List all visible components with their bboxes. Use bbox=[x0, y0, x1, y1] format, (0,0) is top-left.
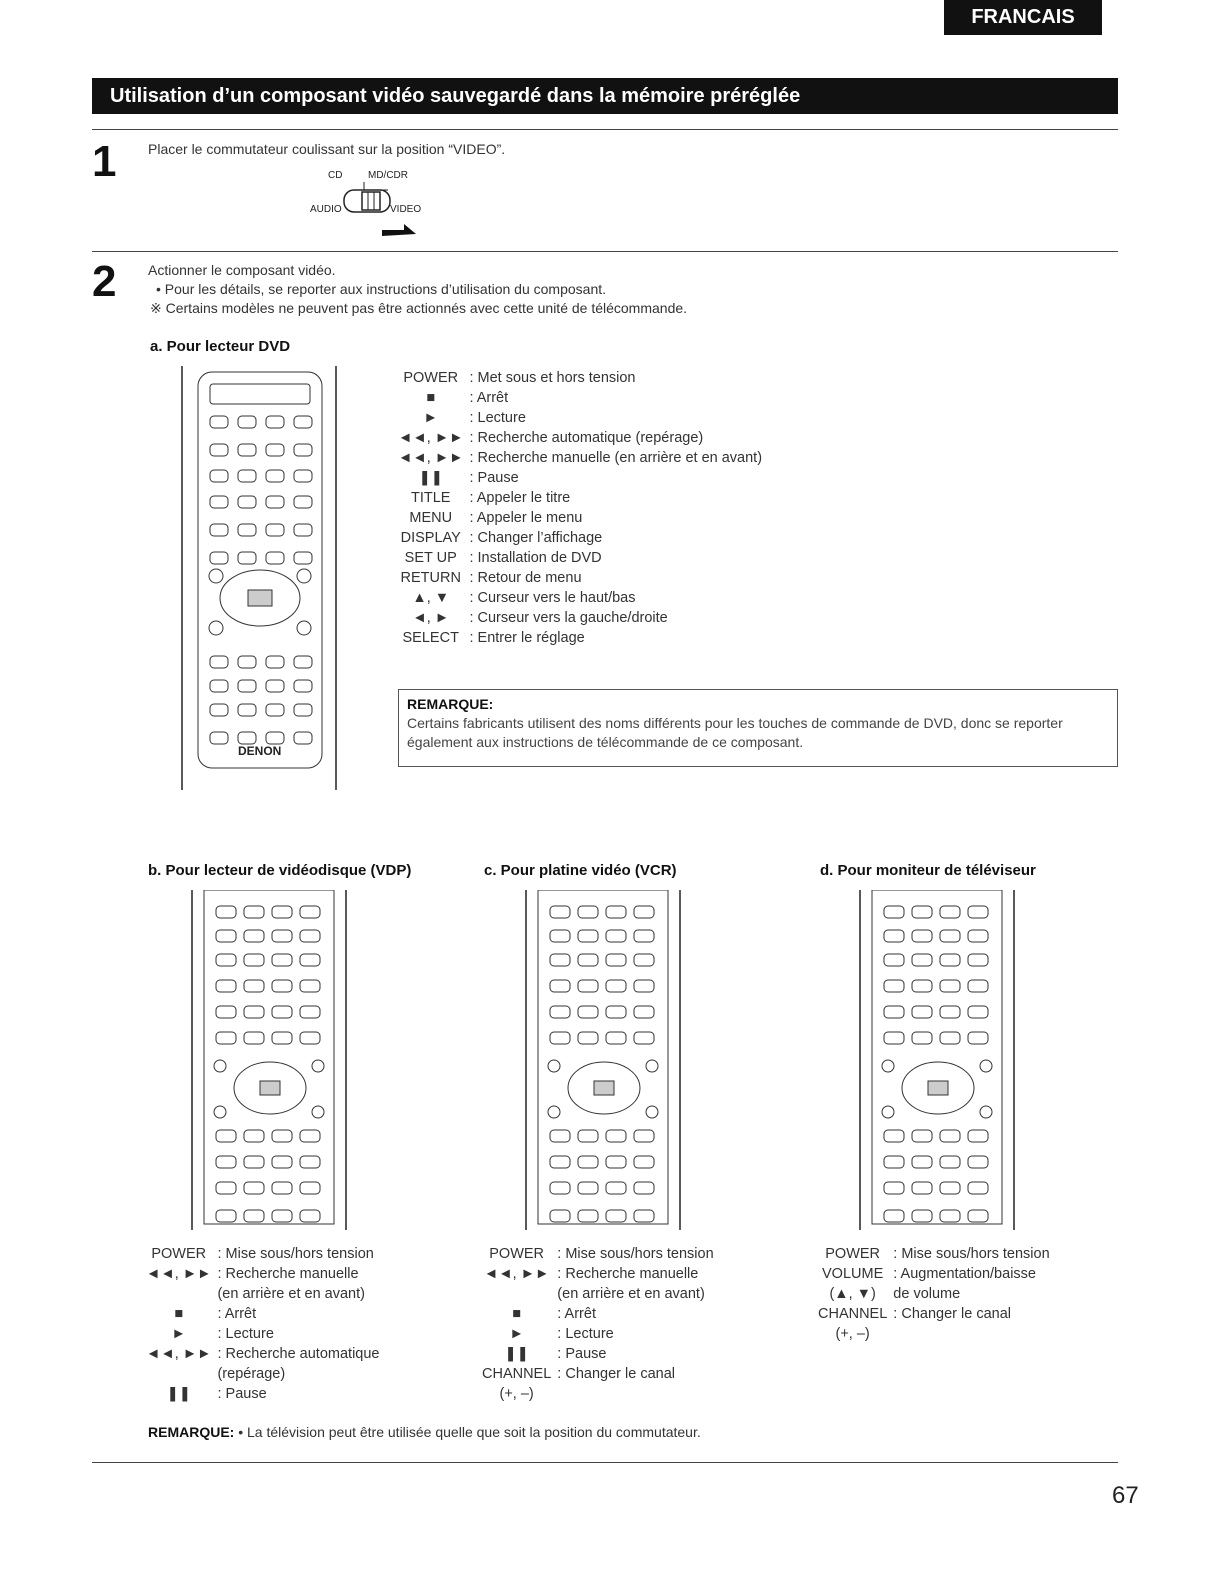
legend-key: ► bbox=[509, 1326, 524, 1342]
legend-desc: : Appeler le menu bbox=[469, 510, 583, 526]
legend-row bbox=[818, 1284, 1050, 1304]
legend-desc: : Retour de menu bbox=[469, 570, 582, 586]
legend-key: POWER bbox=[151, 1246, 207, 1262]
divider bbox=[92, 1462, 1118, 1463]
step2-line: ※ Certains modèles ne peuvent pas être actionnés avec cette unité de télécommande. bbox=[150, 300, 688, 316]
dvd-legend bbox=[398, 368, 762, 648]
section-heading-tv: d. Pour moniteur de téléviseur bbox=[820, 862, 1036, 879]
legend-row bbox=[818, 1304, 1050, 1324]
legend-row bbox=[398, 588, 762, 608]
legend-desc: : Recherche manuelle (en arrière et en avant) bbox=[469, 450, 763, 466]
remote-illustration-vdp bbox=[190, 890, 350, 1230]
legend-key: (▲, ▼) bbox=[829, 1286, 876, 1302]
legend-key: ■ bbox=[426, 390, 436, 406]
note-text: Certains fabricants utilisent des noms différents pour les touches de commande de DVD, donc se reporter également aux instructions de télécommande de ce composant. bbox=[407, 715, 1063, 750]
legend-key: (+, –) bbox=[499, 1386, 534, 1402]
legend-key: TITLE bbox=[410, 490, 451, 506]
legend-key bbox=[146, 1364, 211, 1384]
legend-desc: : Changer le canal bbox=[557, 1366, 675, 1382]
switch-label-mdcdr: MD/CDR bbox=[368, 170, 408, 181]
legend-row bbox=[482, 1344, 714, 1364]
legend-row bbox=[398, 368, 762, 388]
legend-key: ❚❚ bbox=[166, 1386, 191, 1402]
legend-desc: : Arrêt bbox=[469, 390, 509, 406]
legend-desc: (repérage) bbox=[217, 1366, 286, 1382]
note-heading: REMARQUE: bbox=[407, 696, 494, 712]
legend-desc: : Met sous et hors tension bbox=[469, 370, 636, 386]
legend-row bbox=[146, 1364, 379, 1384]
legend-key: RETURN bbox=[400, 570, 461, 586]
switch-label-audio: AUDIO bbox=[310, 204, 342, 215]
legend-key: POWER bbox=[489, 1246, 545, 1262]
legend-desc: : Arrêt bbox=[217, 1306, 257, 1322]
step-number-2: 2 bbox=[92, 257, 117, 306]
footer-remark-label: REMARQUE: bbox=[148, 1424, 235, 1440]
legend-key: (+, –) bbox=[835, 1326, 870, 1342]
legend-desc: : Curseur vers la gauche/droite bbox=[469, 610, 668, 626]
legend-row bbox=[398, 508, 762, 528]
legend-desc: de volume bbox=[893, 1286, 961, 1302]
legend-desc: : Changer l’affichage bbox=[469, 530, 603, 546]
legend-key: ► bbox=[423, 410, 438, 426]
legend-row bbox=[482, 1364, 714, 1384]
legend-key: ❚❚ bbox=[504, 1346, 529, 1362]
legend-row bbox=[146, 1324, 379, 1344]
legend-desc: (en arrière et en avant) bbox=[217, 1286, 365, 1302]
legend-desc: : Arrêt bbox=[557, 1306, 596, 1322]
legend-key: CHANNEL bbox=[482, 1366, 552, 1382]
legend-desc: : Appeler le titre bbox=[469, 490, 571, 506]
legend-row bbox=[482, 1244, 714, 1264]
footer-remark-text: • La télévision peut être utilisée quelle que soit la position du commutateur. bbox=[238, 1424, 701, 1440]
legend-desc: : Mise sous/hors tension bbox=[217, 1246, 374, 1262]
remote-illustration-tv bbox=[858, 890, 1018, 1230]
section-heading-vcr: c. Pour platine vidéo (VCR) bbox=[484, 862, 677, 879]
page-title: Utilisation d’un composant vidéo sauvegardé dans la mémoire préréglée bbox=[92, 78, 1118, 114]
remote-brand: DENON bbox=[238, 744, 282, 758]
legend-row bbox=[398, 608, 762, 628]
legend-key: POWER bbox=[403, 370, 459, 386]
legend-key bbox=[146, 1284, 211, 1304]
divider bbox=[92, 251, 1118, 252]
legend-row bbox=[398, 628, 762, 648]
legend-row bbox=[146, 1284, 379, 1304]
divider bbox=[92, 129, 1118, 130]
step1-text: Placer le commutateur coulissant sur la position “VIDEO”. bbox=[148, 141, 506, 157]
legend-row bbox=[398, 468, 762, 488]
legend-key: SELECT bbox=[402, 630, 459, 646]
legend-key: ❚❚ bbox=[418, 470, 443, 486]
legend-desc: (en arrière et en avant) bbox=[557, 1286, 705, 1302]
legend-row bbox=[482, 1284, 714, 1304]
section-heading-dvd: a. Pour lecteur DVD bbox=[150, 338, 291, 355]
legend-row bbox=[398, 408, 762, 428]
remote-illustration-dvd bbox=[180, 366, 340, 790]
legend-desc: : Recherche manuelle bbox=[557, 1266, 699, 1282]
language-tab: FRANCAIS bbox=[944, 0, 1102, 35]
legend-key: CHANNEL bbox=[818, 1306, 888, 1322]
vcr-legend bbox=[482, 1244, 714, 1404]
vdp-legend bbox=[146, 1244, 379, 1404]
legend-key: ◄◄, ►► bbox=[398, 430, 464, 446]
legend-desc: : Pause bbox=[217, 1386, 267, 1402]
legend-row bbox=[482, 1324, 714, 1344]
switch-label-cd: CD bbox=[328, 170, 343, 181]
legend-key: ◄◄, ►► bbox=[398, 450, 464, 466]
legend-desc: : Pause bbox=[469, 470, 519, 486]
legend-key: ■ bbox=[512, 1306, 522, 1322]
legend-key: DISPLAY bbox=[400, 530, 461, 546]
legend-key: ◄, ► bbox=[412, 610, 450, 626]
legend-desc: : Entrer le réglage bbox=[469, 630, 585, 646]
legend-desc: : Augmentation/baisse bbox=[893, 1266, 1036, 1282]
footer-remark bbox=[148, 1424, 701, 1440]
step-number-1: 1 bbox=[92, 137, 117, 186]
legend-row bbox=[818, 1324, 1050, 1344]
legend-desc: : Changer le canal bbox=[893, 1306, 1011, 1322]
legend-row bbox=[398, 528, 762, 548]
legend-row bbox=[398, 568, 762, 588]
legend-key: ◄◄, ►► bbox=[146, 1266, 212, 1282]
section-heading-vdp: b. Pour lecteur de vidéodisque (VDP) bbox=[148, 862, 412, 879]
legend-row bbox=[398, 428, 762, 448]
legend-row bbox=[398, 388, 762, 408]
legend-key: ◄◄, ►► bbox=[146, 1346, 212, 1362]
legend-key: ◄◄, ►► bbox=[483, 1266, 550, 1282]
legend-key: VOLUME bbox=[822, 1266, 884, 1282]
legend-desc: : Lecture bbox=[469, 410, 526, 426]
legend-row bbox=[482, 1264, 714, 1284]
legend-desc: : Mise sous/hors tension bbox=[893, 1246, 1050, 1262]
legend-key: ▲, ▼ bbox=[412, 590, 450, 606]
step2-text bbox=[148, 261, 687, 318]
legend-key: POWER bbox=[825, 1246, 881, 1262]
legend-desc bbox=[551, 1384, 713, 1404]
tv-legend bbox=[818, 1244, 1050, 1344]
legend-row bbox=[818, 1264, 1050, 1284]
legend-row bbox=[398, 548, 762, 568]
legend-key: MENU bbox=[409, 510, 453, 526]
step2-line: Actionner le composant vidéo. bbox=[148, 262, 336, 278]
legend-desc: : Installation de DVD bbox=[469, 550, 602, 566]
legend-key: SET UP bbox=[404, 550, 457, 566]
switch-label-video: VIDEO bbox=[390, 204, 422, 215]
legend-row bbox=[146, 1244, 379, 1264]
legend-row bbox=[818, 1244, 1050, 1264]
legend-row bbox=[482, 1304, 714, 1324]
legend-desc: : Lecture bbox=[217, 1326, 274, 1342]
legend-row bbox=[146, 1304, 379, 1324]
legend-row bbox=[398, 448, 762, 468]
legend-key bbox=[482, 1284, 551, 1304]
legend-desc: : Recherche automatique (repérage) bbox=[469, 430, 704, 446]
legend-key: ■ bbox=[174, 1306, 184, 1322]
legend-key: ► bbox=[171, 1326, 186, 1342]
legend-row bbox=[146, 1384, 379, 1404]
legend-row bbox=[398, 488, 762, 508]
legend-row bbox=[146, 1264, 379, 1284]
legend-desc: : Pause bbox=[557, 1346, 607, 1362]
legend-desc: : Recherche automatique bbox=[217, 1346, 380, 1362]
legend-desc: : Mise sous/hors tension bbox=[557, 1246, 714, 1262]
legend-desc: : Curseur vers le haut/bas bbox=[469, 590, 636, 606]
dvd-note-box bbox=[398, 689, 1118, 767]
remote-illustration-vcr bbox=[524, 890, 684, 1230]
page-number: 67 bbox=[1112, 1482, 1139, 1509]
legend-row bbox=[146, 1344, 379, 1364]
step2-line: • Pour les détails, se reporter aux instructions d’utilisation du composant. bbox=[156, 281, 607, 297]
legend-desc: : Recherche manuelle bbox=[217, 1266, 359, 1282]
legend-desc bbox=[887, 1324, 1049, 1344]
legend-row bbox=[482, 1384, 714, 1404]
slide-switch-illustration bbox=[300, 168, 440, 246]
legend-desc: : Lecture bbox=[557, 1326, 614, 1342]
